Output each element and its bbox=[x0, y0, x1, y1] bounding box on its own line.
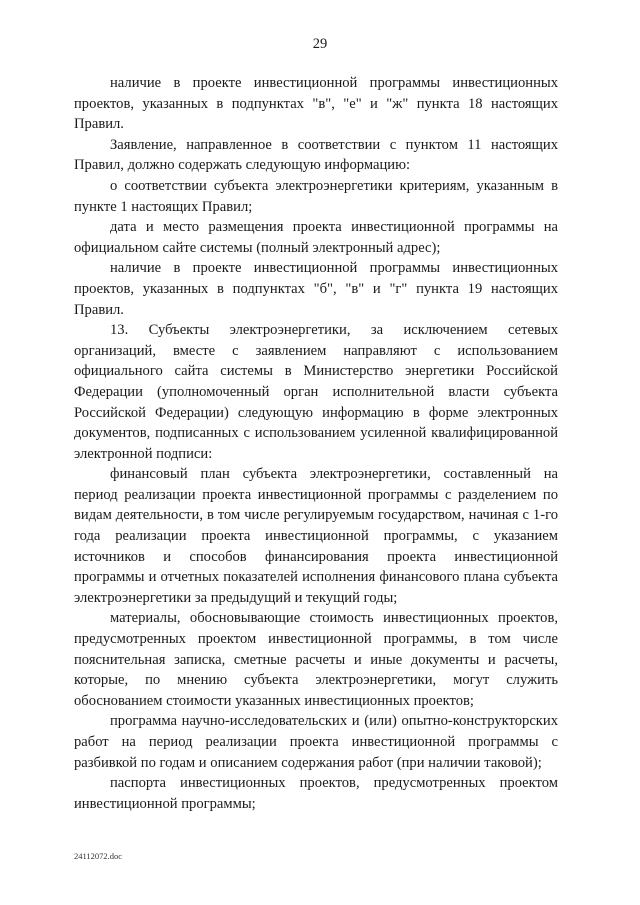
paragraph-publication-date: дата и место размещения проекта инвестиционной программы на официальном сайте системы (полный электронный адрес); bbox=[74, 219, 558, 256]
document-body bbox=[74, 73, 558, 814]
paragraph-cost-materials: материалы, обосновывающие стоимость инвестиционных проектов, предусмотренных проектом инвестиционной программы, в том числе пояснительная записка, сметные расчеты и иные документы и расчеты, которые, по мнению субъекта электроэнергетики, могут служить обоснованием стоимости указанных инвестиционных проектов; bbox=[74, 610, 558, 709]
footer-doc-code: 24112072.doc bbox=[74, 851, 123, 861]
paragraph-financial-plan: финансовый план субъекта электроэнергетики, составленный на период реализации проекта инвестиционной программы с разделением по видам деятельности, в том числе регулируемым государством, начиная с 1-го года реализации проекта инвестиционной программы, с указанием источников и способов финансирования проекта инвестиционной программы и отчетных показателей исполнения финансового плана субъекта электроэнергетики за предыдущий и текущий годы; bbox=[74, 466, 558, 606]
paragraph-criteria-compliance: о соответствии субъекта электроэнергетики критериям, указанным в пункте 1 настоящих Правил; bbox=[74, 177, 558, 215]
page-number: 29 bbox=[312, 36, 328, 52]
paragraph-projects-bvg: наличие в проекте инвестиционной программы инвестиционных проектов, указанных в подпунктах "б", "в" и "г" пункта 19 настоящих Правил. bbox=[74, 260, 558, 318]
paragraph-project-passports: паспорта инвестиционных проектов, предусмотренных проектом инвестиционной программы; bbox=[74, 775, 558, 812]
paragraph-projects-efzh: наличие в проекте инвестиционной программы инвестиционных проектов, указанных в подпунктах "в", "е" и "ж" пункта 18 настоящих Правил. bbox=[74, 75, 558, 133]
paragraph-application-content: Заявление, направленное в соответствии с пунктом 11 настоящих Правил, должно содержать следующую информацию: bbox=[74, 136, 558, 174]
paragraph-clause-13: 13. Субъекты электроэнергетики, за исключением сетевых организаций, вместе с заявлением направляют с использованием официального сайта системы в Министерство энергетики Российской Федерации (уполномоченный орган исполнительной власти субъекта Российской Федерации) следующую информацию в форме электронных документов, подписанных с использованием усиленной квалифицированной электронной подписи: bbox=[74, 322, 558, 462]
paragraph-rnd-program: программа научно-исследовательских и (или) опытно-конструкторских работ на период реализации проекта инвестиционной программы с разбивкой по годам и описанием содержания работ (при наличии таковой); bbox=[74, 713, 558, 771]
